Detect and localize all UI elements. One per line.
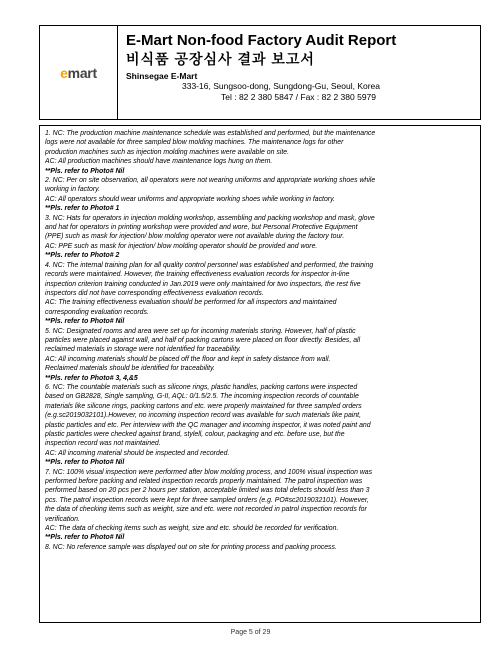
page-number: Page 5 of 29 [230,629,271,636]
finding-line: verification. [45,515,80,523]
logo-text: mart [67,64,97,81]
finding-line: 3. NC: Hats for operators in injection molding workshop, assembling and packing workshop and mask, glove [45,214,375,222]
finding-line: AC: All production machines should have maintenance logs hung on them. [45,158,273,166]
finding-line: working in factory. [45,186,101,194]
report-header [39,25,481,120]
finding-line: performed based on 20 pcs per 2 hours per station, acceptable limited was total defects should less than 3 [45,487,370,495]
finding-line: and hat for operators in printing workshop were provided and wore, but Personal Protective Equipment [45,224,358,232]
finding-line: materials like silicone rings, packing cartons and etc. were properly maintained for three sampled orders [45,402,362,410]
finding-line: corresponding evaluation records. [45,308,149,316]
finding-line: the data of checking items such as weight, size and etc. were not recorded in patrol inspection records for [45,506,367,514]
finding-line: 5. NC: Designated rooms and area were set up for incoming materials storing. However, half of plastic [45,327,356,335]
finding-line: 1. NC: The production machine maintenance schedule was established and performed, but the maintenance [45,130,376,137]
report-title-korean: 비식품 공장심사 결과 보고서 [126,51,315,67]
finding-line: AC: The training effectiveness evaluation should be performed for all inspectors and maintained [45,299,337,307]
finding-line: based on GB2828, Single sampling, G-II, AQL: 0/1.5/2.5. The incoming inspection records of countable [45,393,359,401]
finding-line: plastic particles were checked against brand, stylell, colour, packaging and etc. before use, but the [45,431,345,438]
finding-line: 7. NC: 100% visual inspection were performed after blow molding process, and 100% visual inspection was [45,468,373,476]
photo-reference-line: **Pls. refer to Photo# Nil [45,167,125,175]
photo-reference-line: **Pls. refer to Photo# Nil [45,459,125,467]
report-title-english: E-Mart Non-food Factory Audit Report [126,32,397,49]
finding-line: AC: The data of checking items such as weight, size and etc. should be recorded for verification. [45,525,339,533]
finding-line: performed before packing and related inspection records properly maintained. The patrol inspection was [45,478,363,486]
findings-box [39,125,481,623]
finding-line: reclaimed materials in storage were not identified for traceability. [45,346,241,354]
finding-line: pcs. The patrol inspection records were kept for three sampled orders (e.g. PO#sc2019032101). However, [45,496,369,504]
company-contact: Tel : 82 2 380 5847 / Fax : 82 2 380 5979 [221,92,377,102]
finding-line: Reclaimed materials should be identified for traceability. [45,365,215,373]
photo-reference-line: **Pls. refer to Photo# 3, 4,&5 [45,374,138,382]
photo-reference-line: **Pls. refer to Photo# 2 [45,252,120,260]
emart-logo [60,65,97,81]
finding-line: 2. NC: Per on site observation, all operators were not wearing uniforms and appropriate working shoes while [45,177,376,185]
finding-line: inspection criterion training conducted in Jan.2019 were only maintained for two inspectors, the rest five [45,280,361,288]
company-address: 333-16, Sungsoo-dong, Sungdong-Gu, Seoul, Korea [182,81,381,91]
logo-letter-e: e [60,64,68,81]
finding-line: AC: All incoming material should be inspected and recorded. [45,449,230,457]
finding-line: 6. NC: The countable materials such as silicone rings, plastic handles, packing cartons were inspected [45,383,358,391]
finding-line: (e.g.sc2019032101).However, no incoming inspection record was available for such materials like paint, [45,412,361,420]
finding-line: (PPE) such as mask for injection/ blow molding operator were not available during the factory tour. [45,233,345,241]
title-block [126,32,474,103]
finding-line: AC: All incoming materials should be placed off the floor and kept in safety distance from wall. [45,355,331,363]
finding-line: 8. NC: No reference sample was displayed out on site for printing process and packing process. [45,543,337,551]
finding-line: inspectors did not have corresponding effectiveness evaluation records. [45,289,264,297]
company-name: Shinsegae E-Mart [126,71,198,81]
finding-line: logs were not available for three sampled blow molding machines. The maintenance logs for other [45,139,344,147]
finding-line: records were maintained. However, the training effectiveness evaluation records for inspector in-line [45,271,350,279]
finding-line: AC: PPE such as mask for injection/ blow molding operator should be provided and wore. [45,242,318,250]
finding-line: particles were placed against wall, and half of packing cartons were placed on floor directly. Besides, all [45,336,361,344]
photo-reference-line: **Pls. refer to Photo# Nil [45,318,125,326]
finding-line: 4. NC: The internal training plan for all quality control personnel was established and performed, the training [45,261,374,269]
photo-reference-line: **Pls. refer to Photo# Nil [45,534,125,542]
photo-reference-line: **Pls. refer to Photo# 1 [45,205,120,213]
logo-cell [40,26,118,119]
finding-line: production machines such as injection molding machines were available on site. [45,148,289,156]
finding-line: inspection record was not maintained. [45,440,161,448]
finding-line: AC: All operators should wear uniforms and appropriate working shoes while working in factory. [45,195,335,203]
finding-line: plastic particles and etc. Per interview with the QC manager and incoming inspector, it was noted paint and [45,421,371,429]
